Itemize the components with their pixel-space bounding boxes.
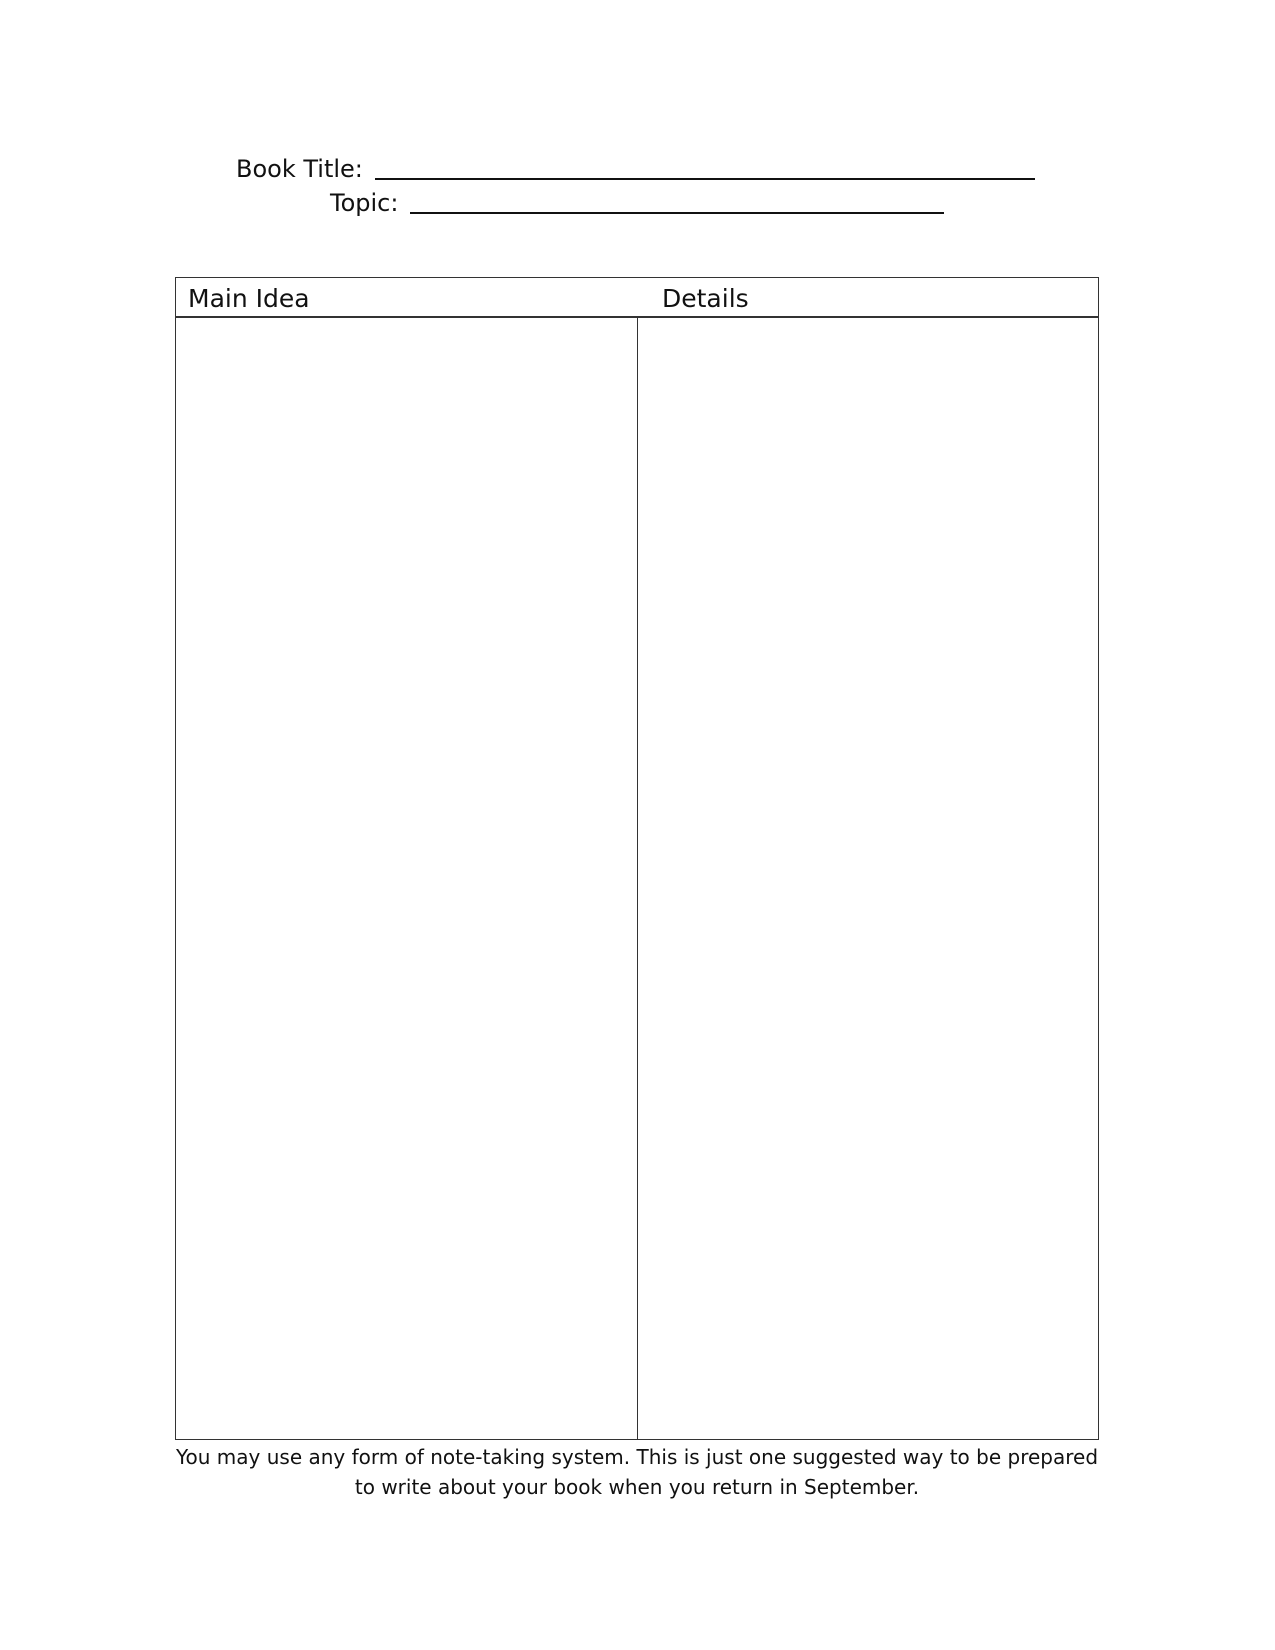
book-title-field (236, 152, 1035, 184)
footnote-line-2: to write about your book when you return in September. (354, 1475, 920, 1499)
footnote-line-1: You may use any form of note-taking system. This is just one suggested way to be prepared (175, 1445, 1099, 1469)
topic-blank-line[interactable] (410, 186, 944, 214)
topic-label: Topic: (330, 189, 399, 217)
details-header: Details (662, 284, 749, 313)
notes-table-header (176, 278, 1098, 318)
main-idea-header: Main Idea (188, 284, 310, 313)
book-title-label: Book Title: (236, 155, 363, 183)
details-column-area[interactable] (638, 319, 1098, 1439)
footnote (175, 1442, 1099, 1502)
main-idea-column-area[interactable] (176, 319, 637, 1439)
notes-table (175, 277, 1099, 1440)
topic-field (330, 186, 944, 218)
book-title-blank-line[interactable] (375, 152, 1035, 180)
